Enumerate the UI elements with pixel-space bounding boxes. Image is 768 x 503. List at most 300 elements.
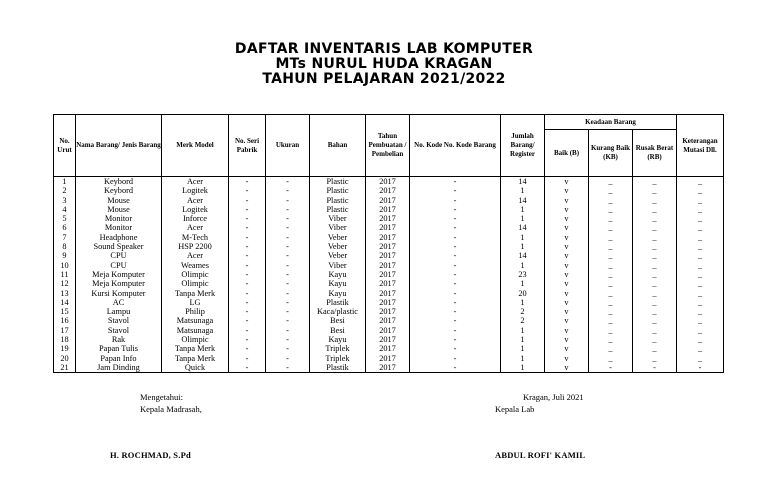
cell-kode: -	[410, 261, 501, 270]
cell-ukuran: -	[266, 289, 310, 298]
cell-rusak: _	[633, 279, 677, 288]
cell-ukuran: -	[266, 214, 310, 223]
cell-nama: Sound Speaker	[76, 242, 162, 251]
table-row	[54, 316, 724, 325]
cell-seri: -	[229, 326, 266, 335]
cell-tahun: 2017	[366, 316, 410, 325]
cell-baik: v	[545, 298, 589, 307]
cell-kurang: _	[589, 186, 633, 195]
cell-kurang: _	[589, 279, 633, 288]
cell-nama: Meja Komputer	[76, 270, 162, 279]
cell-ket: -	[677, 363, 724, 373]
cell-jumlah: 1	[501, 186, 545, 195]
cell-baik: v	[545, 289, 589, 298]
cell-baik: v	[545, 363, 589, 373]
cell-ket: _	[677, 251, 724, 260]
cell-seri: -	[229, 177, 266, 187]
table-row	[54, 354, 724, 363]
cell-rusak: _	[633, 261, 677, 270]
cell-no: 14	[54, 298, 76, 307]
cell-tahun: 2017	[366, 177, 410, 187]
cell-kurang: _	[589, 344, 633, 353]
cell-kurang: _	[589, 335, 633, 344]
cell-baik: v	[545, 196, 589, 205]
cell-ukuran: -	[266, 307, 310, 316]
table-row	[54, 363, 724, 373]
cell-merk: Tanpa Merk	[162, 354, 229, 363]
cell-ket: _	[677, 354, 724, 363]
header-tahun: Tahun Pembuatan / Pembelian	[366, 115, 410, 177]
cell-no: 10	[54, 261, 76, 270]
table-row	[54, 214, 724, 223]
cell-merk: Inforce	[162, 214, 229, 223]
cell-bahan: Plastic	[310, 196, 366, 205]
cell-ket: _	[677, 223, 724, 232]
cell-kurang: _	[589, 196, 633, 205]
cell-ket: _	[677, 298, 724, 307]
cell-tahun: 2017	[366, 261, 410, 270]
academic-year: TAHUN PELAJARAN 2021/2022	[262, 71, 506, 87]
cell-nama: Rak	[76, 335, 162, 344]
cell-seri: -	[229, 214, 266, 223]
cell-rusak: _	[633, 326, 677, 335]
cell-tahun: 2017	[366, 251, 410, 260]
cell-jumlah: 1	[501, 344, 545, 353]
cell-merk: Weames	[162, 261, 229, 270]
cell-bahan: Triplek	[310, 354, 366, 363]
cell-seri: -	[229, 279, 266, 288]
cell-rusak: _	[633, 335, 677, 344]
cell-bahan: Plastic	[310, 205, 366, 214]
cell-bahan: Veber	[310, 242, 366, 251]
cell-kode: -	[410, 354, 501, 363]
header-keadaan: Keadaan Barang	[545, 115, 677, 130]
cell-jumlah: 1	[501, 335, 545, 344]
cell-ket: _	[677, 326, 724, 335]
cell-baik: v	[545, 261, 589, 270]
table-row	[54, 335, 724, 344]
table-row	[54, 289, 724, 298]
cell-ket: _	[677, 196, 724, 205]
cell-kurang: _	[589, 177, 633, 187]
cell-kurang: _	[589, 289, 633, 298]
cell-tahun: 2017	[366, 335, 410, 344]
cell-tahun: 2017	[366, 242, 410, 251]
cell-no: 16	[54, 316, 76, 325]
table-row	[54, 196, 724, 205]
cell-tahun: 2017	[366, 233, 410, 242]
cell-bahan: Kayu	[310, 279, 366, 288]
cell-nama: Jam Dinding	[76, 363, 162, 373]
cell-rusak: _	[633, 344, 677, 353]
cell-no: 9	[54, 251, 76, 260]
cell-bahan: Veber	[310, 233, 366, 242]
cell-baik: v	[545, 233, 589, 242]
cell-rusak: _	[633, 177, 677, 187]
sig-left-label1: Mengetahui:	[140, 392, 183, 402]
cell-seri: -	[229, 363, 266, 373]
cell-kode: -	[410, 326, 501, 335]
cell-no: 18	[54, 335, 76, 344]
cell-kurang: _	[589, 261, 633, 270]
cell-no: 15	[54, 307, 76, 316]
cell-nama: Keybord	[76, 186, 162, 195]
cell-seri: -	[229, 233, 266, 242]
cell-ket: _	[677, 335, 724, 344]
cell-bahan: Besi	[310, 316, 366, 325]
cell-merk: Philip	[162, 307, 229, 316]
cell-seri: -	[229, 205, 266, 214]
cell-kode: -	[410, 344, 501, 353]
cell-kode: -	[410, 177, 501, 187]
cell-seri: -	[229, 289, 266, 298]
cell-kode: -	[410, 335, 501, 344]
cell-merk: Olimpic	[162, 279, 229, 288]
cell-jumlah: 1	[501, 261, 545, 270]
cell-no: 11	[54, 270, 76, 279]
cell-tahun: 2017	[366, 354, 410, 363]
cell-tahun: 2017	[366, 289, 410, 298]
cell-no: 21	[54, 363, 76, 373]
cell-seri: -	[229, 223, 266, 232]
cell-ket: _	[677, 344, 724, 353]
cell-kode: -	[410, 289, 501, 298]
cell-nama: Monitor	[76, 223, 162, 232]
cell-kurang: _	[589, 307, 633, 316]
cell-seri: -	[229, 251, 266, 260]
cell-ukuran: -	[266, 196, 310, 205]
cell-baik: v	[545, 307, 589, 316]
cell-nama: Mouse	[76, 205, 162, 214]
cell-rusak: -	[633, 363, 677, 373]
cell-bahan: Viber	[310, 261, 366, 270]
cell-tahun: 2017	[366, 344, 410, 353]
cell-bahan: Plastic	[310, 186, 366, 195]
cell-no: 12	[54, 279, 76, 288]
cell-seri: -	[229, 354, 266, 363]
cell-nama: Headphone	[76, 233, 162, 242]
cell-jumlah: 1	[501, 214, 545, 223]
cell-kurang: _	[589, 354, 633, 363]
cell-bahan: Viber	[310, 214, 366, 223]
cell-baik: v	[545, 186, 589, 195]
cell-seri: -	[229, 307, 266, 316]
cell-no: 6	[54, 223, 76, 232]
cell-merk: Olimpic	[162, 270, 229, 279]
table-row	[54, 279, 724, 288]
cell-bahan: Kayu	[310, 289, 366, 298]
inventory-table	[53, 114, 724, 373]
cell-ukuran: -	[266, 177, 310, 187]
cell-tahun: 2017	[366, 196, 410, 205]
table-row	[54, 233, 724, 242]
cell-kurang: _	[589, 223, 633, 232]
cell-kode: -	[410, 242, 501, 251]
cell-ket: _	[677, 289, 724, 298]
cell-nama: Lampu	[76, 307, 162, 316]
cell-ket: _	[677, 205, 724, 214]
cell-baik: v	[545, 214, 589, 223]
cell-rusak: _	[633, 316, 677, 325]
cell-kurang: _	[589, 205, 633, 214]
cell-kode: -	[410, 363, 501, 373]
cell-kurang: -	[589, 363, 633, 373]
cell-ket: _	[677, 307, 724, 316]
cell-tahun: 2017	[366, 298, 410, 307]
cell-no: 3	[54, 196, 76, 205]
cell-merk: Matsunaga	[162, 316, 229, 325]
table-row	[54, 261, 724, 270]
cell-baik: v	[545, 251, 589, 260]
cell-baik: v	[545, 335, 589, 344]
cell-baik: v	[545, 344, 589, 353]
cell-jumlah: 14	[501, 251, 545, 260]
cell-kode: -	[410, 186, 501, 195]
cell-rusak: _	[633, 298, 677, 307]
cell-nama: Mouse	[76, 196, 162, 205]
cell-ket: _	[677, 214, 724, 223]
cell-ukuran: -	[266, 363, 310, 373]
cell-no: 19	[54, 344, 76, 353]
cell-ukuran: -	[266, 270, 310, 279]
cell-rusak: _	[633, 289, 677, 298]
cell-seri: -	[229, 298, 266, 307]
cell-ukuran: -	[266, 335, 310, 344]
cell-no: 7	[54, 233, 76, 242]
cell-kurang: _	[589, 233, 633, 242]
cell-tahun: 2017	[366, 270, 410, 279]
table-row	[54, 270, 724, 279]
cell-tahun: 2017	[366, 214, 410, 223]
cell-bahan: Besi	[310, 326, 366, 335]
cell-ket: _	[677, 261, 724, 270]
cell-tahun: 2017	[366, 223, 410, 232]
cell-jumlah: 2	[501, 316, 545, 325]
cell-seri: -	[229, 186, 266, 195]
cell-bahan: Plastic	[310, 177, 366, 187]
cell-kurang: _	[589, 251, 633, 260]
header-jumlah: Jumlah Barang/ Register	[501, 115, 545, 177]
cell-rusak: _	[633, 354, 677, 363]
cell-rusak: _	[633, 205, 677, 214]
cell-baik: v	[545, 279, 589, 288]
cell-ukuran: -	[266, 279, 310, 288]
cell-kurang: _	[589, 242, 633, 251]
cell-jumlah: 20	[501, 289, 545, 298]
cell-baik: v	[545, 223, 589, 232]
cell-ukuran: -	[266, 205, 310, 214]
cell-nama: Monitor	[76, 214, 162, 223]
cell-ukuran: -	[266, 261, 310, 270]
cell-seri: -	[229, 196, 266, 205]
table-row	[54, 251, 724, 260]
cell-bahan: Triplek	[310, 344, 366, 353]
cell-rusak: _	[633, 233, 677, 242]
sig-left-label2: Kepala Madrasah,	[140, 404, 202, 414]
cell-tahun: 2017	[366, 326, 410, 335]
cell-tahun: 2017	[366, 363, 410, 373]
cell-ket: _	[677, 242, 724, 251]
cell-ukuran: -	[266, 344, 310, 353]
cell-rusak: _	[633, 307, 677, 316]
cell-rusak: _	[633, 242, 677, 251]
cell-no: 13	[54, 289, 76, 298]
header-ukuran: Ukuran	[266, 115, 310, 177]
header-merk: Merk Model	[162, 115, 229, 177]
cell-bahan: Kayu	[310, 335, 366, 344]
cell-rusak: _	[633, 270, 677, 279]
cell-jumlah: 1	[501, 298, 545, 307]
cell-kurang: _	[589, 270, 633, 279]
cell-ukuran: -	[266, 242, 310, 251]
header-nama-barang: Nama Barang/ Jenis Barang	[76, 115, 162, 177]
cell-tahun: 2017	[366, 205, 410, 214]
cell-bahan: Veber	[310, 251, 366, 260]
cell-jumlah: 14	[501, 177, 545, 187]
cell-jumlah: 1	[501, 242, 545, 251]
cell-kurang: _	[589, 214, 633, 223]
cell-no: 8	[54, 242, 76, 251]
cell-rusak: _	[633, 186, 677, 195]
cell-nama: CPU	[76, 251, 162, 260]
cell-jumlah: 1	[501, 354, 545, 363]
cell-baik: v	[545, 326, 589, 335]
cell-baik: v	[545, 270, 589, 279]
sig-right-label1: Kragan, Juli 2021	[523, 392, 584, 402]
cell-tahun: 2017	[366, 307, 410, 316]
cell-ket: _	[677, 177, 724, 187]
cell-jumlah: 14	[501, 196, 545, 205]
cell-ket: _	[677, 279, 724, 288]
cell-kurang: _	[589, 326, 633, 335]
cell-bahan: Kaca/plastic	[310, 307, 366, 316]
cell-ukuran: -	[266, 251, 310, 260]
cell-seri: -	[229, 270, 266, 279]
cell-nama: Stavol	[76, 326, 162, 335]
cell-baik: v	[545, 242, 589, 251]
table-row	[54, 223, 724, 232]
cell-seri: -	[229, 344, 266, 353]
header-kode: No. Kode No. Kode Barang	[410, 115, 501, 177]
cell-nama: Keybord	[76, 177, 162, 187]
cell-merk: HSP 2200	[162, 242, 229, 251]
cell-merk: LG	[162, 298, 229, 307]
header-no: No. Urut	[54, 115, 76, 177]
cell-bahan: Kayu	[310, 270, 366, 279]
cell-ket: _	[677, 233, 724, 242]
cell-nama: Kursi Komputer	[76, 289, 162, 298]
cell-rusak: _	[633, 214, 677, 223]
cell-no: 4	[54, 205, 76, 214]
header-baik: Baik (B)	[545, 130, 589, 177]
inventory-body	[54, 177, 724, 373]
cell-kode: -	[410, 279, 501, 288]
cell-baik: v	[545, 177, 589, 187]
cell-kurang: _	[589, 316, 633, 325]
header-rusak-berat: Rusak Berat (RB)	[633, 130, 677, 177]
school-name: MTs NURUL HUDA KRAGAN	[275, 56, 493, 72]
cell-baik: v	[545, 205, 589, 214]
cell-jumlah: 1	[501, 326, 545, 335]
cell-seri: -	[229, 335, 266, 344]
cell-jumlah: 14	[501, 223, 545, 232]
cell-nama: Papan Info	[76, 354, 162, 363]
cell-seri: -	[229, 316, 266, 325]
cell-merk: Logitek	[162, 186, 229, 195]
cell-no: 20	[54, 354, 76, 363]
cell-tahun: 2017	[366, 186, 410, 195]
cell-bahan: Plastik	[310, 363, 366, 373]
cell-jumlah: 2	[501, 307, 545, 316]
cell-jumlah: 1	[501, 205, 545, 214]
cell-merk: Olimpic	[162, 335, 229, 344]
table-row	[54, 186, 724, 195]
cell-merk: Quick	[162, 363, 229, 373]
cell-ukuran: -	[266, 298, 310, 307]
cell-ket: _	[677, 270, 724, 279]
cell-bahan: Plastik	[310, 298, 366, 307]
cell-kode: -	[410, 233, 501, 242]
cell-kode: -	[410, 270, 501, 279]
cell-merk: Acer	[162, 251, 229, 260]
cell-merk: Acer	[162, 177, 229, 187]
header-kurang-baik: Kurang Baik (KB)	[589, 130, 633, 177]
cell-rusak: _	[633, 196, 677, 205]
table-row	[54, 307, 724, 316]
cell-bahan: Viber	[310, 223, 366, 232]
cell-ukuran: -	[266, 223, 310, 232]
cell-merk: Acer	[162, 223, 229, 232]
header-bahan: Bahan	[310, 115, 366, 177]
cell-no: 1	[54, 177, 76, 187]
cell-ukuran: -	[266, 316, 310, 325]
header-keterangan: Keterangan Mutasi Dll.	[677, 115, 724, 177]
cell-kode: -	[410, 205, 501, 214]
cell-kode: -	[410, 307, 501, 316]
cell-nama: Papan Tulis	[76, 344, 162, 353]
table-row	[54, 242, 724, 251]
headmaster-name: H. ROCHMAD, S.Pd	[110, 450, 191, 460]
cell-no: 17	[54, 326, 76, 335]
cell-nama: AC	[76, 298, 162, 307]
cell-rusak: _	[633, 223, 677, 232]
cell-tahun: 2017	[366, 279, 410, 288]
cell-kode: -	[410, 251, 501, 260]
cell-kode: -	[410, 223, 501, 232]
cell-kode: -	[410, 214, 501, 223]
cell-merk: Matsunaga	[162, 326, 229, 335]
cell-jumlah: 23	[501, 270, 545, 279]
table-row	[54, 344, 724, 353]
cell-ket: _	[677, 316, 724, 325]
cell-nama: CPU	[76, 261, 162, 270]
cell-ukuran: -	[266, 233, 310, 242]
cell-merk: Logitek	[162, 205, 229, 214]
cell-kode: -	[410, 316, 501, 325]
cell-baik: v	[545, 354, 589, 363]
cell-merk: M-Tech	[162, 233, 229, 242]
cell-kode: -	[410, 298, 501, 307]
cell-baik: v	[545, 316, 589, 325]
cell-ket: _	[677, 186, 724, 195]
cell-kode: -	[410, 196, 501, 205]
table-row	[54, 298, 724, 307]
table-row	[54, 326, 724, 335]
cell-seri: -	[229, 261, 266, 270]
table-row	[54, 205, 724, 214]
cell-nama: Stavol	[76, 316, 162, 325]
cell-rusak: _	[633, 251, 677, 260]
